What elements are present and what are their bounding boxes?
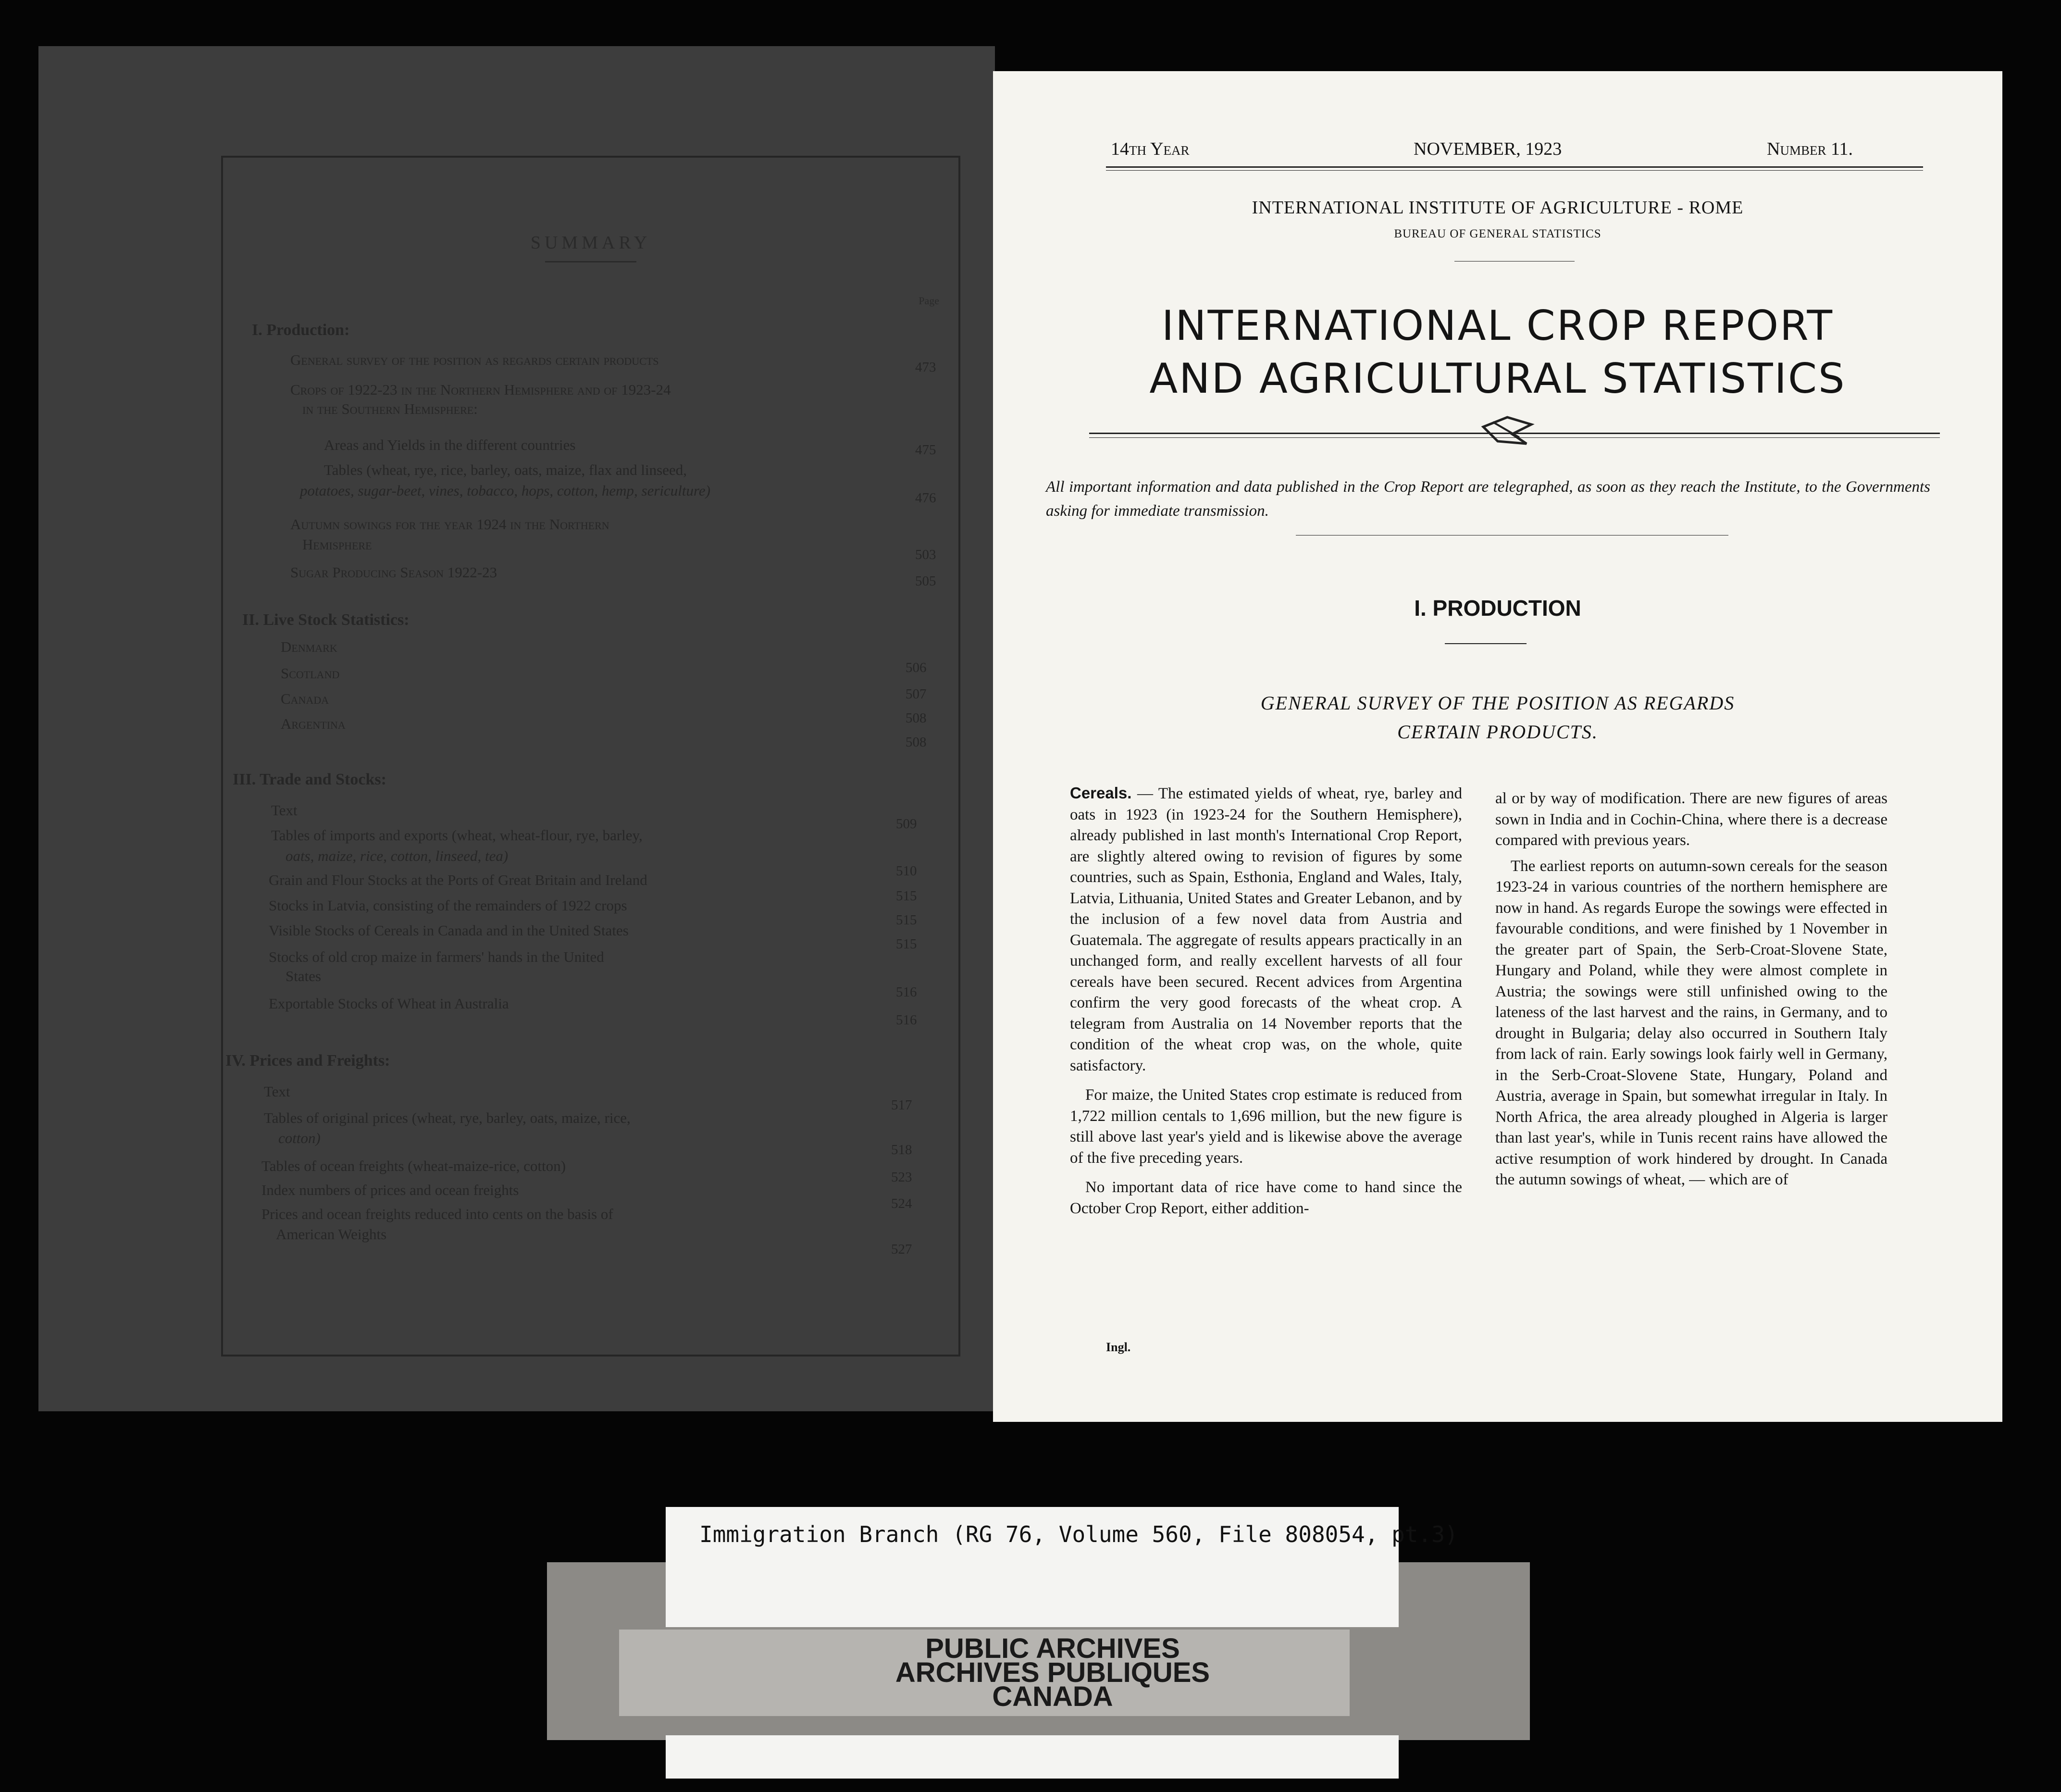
toc-page-number: 524 <box>891 1196 912 1211</box>
toc-entry: Areas and Yields in the different countries <box>324 436 576 453</box>
paragraph: No important data of rice have come to hand since the October Crop Report, either addition- <box>1070 1179 1462 1217</box>
header-number: Number 11. <box>1767 139 1853 159</box>
page-column-label: Page <box>919 295 939 307</box>
toc-entry: Stocks of old crop maize in farmers' hands in the United <box>269 948 604 965</box>
bureau-name: BUREAU OF GENERAL STATISTICS <box>1394 227 1602 240</box>
toc-entry: Tables (wheat, rye, rice, barley, oats, maize, flax and linseed, <box>324 461 687 478</box>
toc-entry: Tables of ocean freights (wheat-maize-rice, cotton) <box>261 1157 566 1174</box>
header-rule <box>1106 166 1923 168</box>
toc-entry: Denmark <box>281 638 337 655</box>
footer-mark: Ingl. <box>1106 1340 1131 1354</box>
toc-page-number: 515 <box>896 936 917 952</box>
toc-entry: American Weights <box>276 1226 387 1243</box>
toc-entry: Scotland <box>281 665 340 682</box>
stamp-line1: PUBLIC ARCHIVES <box>925 1633 1180 1664</box>
toc-page-number: 515 <box>896 888 917 904</box>
toc-page-number: 508 <box>906 710 927 726</box>
toc-page-number: 515 <box>896 912 917 928</box>
toc-entry: Argentina <box>281 715 346 732</box>
toc-entry: Visible Stocks of Cereals in Canada and in the United States <box>269 922 629 939</box>
section-heading: I. PRODUCTION <box>1414 596 1581 621</box>
toc-page-number: 516 <box>896 984 917 1000</box>
paragraph-text: — The estimated yields of wheat, rye, barley and oats in 1923 (in 1923-24 for the Southern Hemisphere), already published in last month's International Crop Report, are slightly altered owing to revision of figures by some countries, such as Spain, Esthonia, England and Wales, Italy, Latvia, Lithuania, United States and Greater Lebanon, and by the inclusion of a few novel data from Austria and Guatemala. The aggregate of results appears practically in an unchanged form, and really excellent harvests of all four cereals have been secured. Recent advices from Argentina confirm the very good forecasts of the wheat crop. A telegram from Australia on 14 November reports that the condition of the wheat crop was, on the whole, quite satisfactory. <box>1070 785 1463 1074</box>
printer-ornament-icon <box>1478 408 1541 451</box>
toc-entry: Sugar Producing Season 1922-23 <box>290 564 497 581</box>
toc-entry: Canada <box>281 690 329 707</box>
summary-page <box>38 46 995 1411</box>
toc-section-heading: III. Trade and Stocks: <box>233 771 386 788</box>
report-page <box>993 71 2002 1422</box>
report-title-line1: INTERNATIONAL CROP REPORT <box>1161 302 1834 350</box>
toc-section-heading: IV. Prices and Freights: <box>225 1052 390 1070</box>
toc-page-number: 510 <box>896 863 917 879</box>
archive-label <box>666 1507 1458 1627</box>
toc-entry: Tables of original prices (wheat, rye, barley, oats, maize, rice, <box>264 1109 631 1126</box>
institute-name: INTERNATIONAL INSTITUTE OF AGRICULTURE - ROME <box>1252 198 1744 218</box>
transmission-note: All important information and data published in the Crop Report are telegraphed, as soon as they reach the Institute, to the Governments asking for immediate transmission. <box>1046 478 1930 520</box>
toc-entry: Prices and ocean freights reduced into cents on the basis of <box>261 1206 613 1222</box>
toc-entry: Text <box>271 802 298 819</box>
survey-heading <box>993 689 2002 747</box>
table-of-contents <box>223 158 958 1355</box>
summary-frame <box>221 156 960 1356</box>
header-rule-thin <box>1106 170 1923 171</box>
toc-page-number: 518 <box>891 1142 912 1157</box>
paragraph: The earliest reports on autumn-sown cereals for the season 1923-24 in various countries of the northern hemisphere are now in hand. As regards Europe the sowings were effected in favourable conditions, and were finished by 1 November in the greater part of Spain, the Serb-Croat-Slovene State, Hungary and Poland, while they were almost complete in Austria; the sowings were still unfinished owing to the lateness of the last harvest and the rains, in Germany, and to drought in Bulgaria; delay also occurred in Southern Italy from lack of rain. Early sowings look fairly well in Germany, in the Serb-Croat-Slovene State, Hungary, Poland and Austria, average in Spain, but somewhat irregular in Italy. In North Africa, the area already ploughed in Algeria is larger than last year's, while in Tunis recent rains have allowed the active resumption of work hindered by drought. In Canada the autumn sowings of wheat, — which are of <box>1495 857 1887 1188</box>
toc-entry: Tables of imports and exports (wheat, wheat-flour, rye, barley, <box>271 827 643 844</box>
toc-page-number: 523 <box>891 1170 912 1185</box>
toc-entry: Grain and Flour Stocks at the Ports of Great Britain and Ireland <box>269 871 647 888</box>
paragraph: al or by way of modification. There are new figures of areas sown in India and in Cochin-China, where there is a decrease compared with previous years. <box>1495 790 1887 849</box>
archive-label-bottom <box>666 1735 1399 1779</box>
text-column-left <box>1070 783 1462 1219</box>
toc-entry: potatoes, sugar-beet, vines, tobacco, hops, cotton, hemp, sericulture) <box>300 482 711 499</box>
toc-entry: oats, maize, rice, cotton, linseed, tea) <box>286 847 509 864</box>
toc-page-number: 516 <box>896 1012 917 1028</box>
toc-page-number: 475 <box>915 442 936 458</box>
toc-entry: Index numbers of prices and ocean freights <box>261 1182 519 1198</box>
toc-entry: Crops of 1922-23 in the Northern Hemisphere and of 1923-24 <box>290 381 671 398</box>
text-column-right <box>1495 788 1887 1191</box>
lead-word: Cereals. <box>1070 784 1132 802</box>
survey-heading-line2: CERTAIN PRODUCTS. <box>1397 721 1598 743</box>
archives-stamp <box>856 1633 1250 1712</box>
toc-page-number: 473 <box>915 360 936 375</box>
archive-reference: Immigration Branch (RG 76, Volume 560, File 808054, pt.3) <box>699 1521 1458 1547</box>
toc-page-number: 509 <box>896 816 917 832</box>
survey-heading-line1: GENERAL SURVEY OF THE POSITION AS REGARDS <box>1260 692 1735 714</box>
summary-title: SUMMARY <box>530 233 651 253</box>
paragraph: For maize, the United States crop estimate is reduced from 1,722 million centals to 1,696 million, but the new figure is still above last year's yield and is likewise above the average of the five preceding years. <box>1070 1086 1462 1167</box>
stamp-line3: CANADA <box>992 1681 1113 1712</box>
toc-page-number: 527 <box>891 1242 912 1257</box>
paragraph <box>1070 783 1462 1076</box>
toc-entry: Autumn sowings for the year 1924 in the Northern <box>290 516 609 533</box>
toc-entry: cotton) <box>278 1130 321 1146</box>
toc-section-heading: I. Production: <box>252 321 350 339</box>
section-rule <box>1445 643 1527 644</box>
toc-page-number: 517 <box>891 1097 912 1113</box>
toc-section-heading: II. Live Stock Statistics: <box>242 611 410 629</box>
report-title-line2: AND AGRICULTURAL STATISTICS <box>1149 355 1846 403</box>
toc-page-number: 506 <box>906 660 927 675</box>
toc-page-number: 505 <box>915 573 936 589</box>
header-date: NOVEMBER, 1923 <box>1414 139 1562 159</box>
toc-page-number: 503 <box>915 547 936 562</box>
toc-entry: Stocks in Latvia, consisting of the remainders of 1922 crops <box>269 897 627 914</box>
toc-page-number: 507 <box>906 686 927 702</box>
stamp-line2: ARCHIVES PUBLIQUES <box>895 1657 1210 1688</box>
toc-entry: Text <box>264 1083 290 1100</box>
toc-entry: States <box>286 968 322 984</box>
header-year: 14th Year <box>1111 139 1190 159</box>
toc-page-number: 476 <box>915 490 936 506</box>
toc-entry: in the Southern Hemisphere: <box>302 400 478 417</box>
toc-page-number: 508 <box>906 734 927 750</box>
toc-entry: Exportable Stocks of Wheat in Australia <box>269 995 509 1012</box>
toc-entry: General survey of the position as regards certain products <box>290 351 659 368</box>
toc-entry: Hemisphere <box>302 536 372 553</box>
